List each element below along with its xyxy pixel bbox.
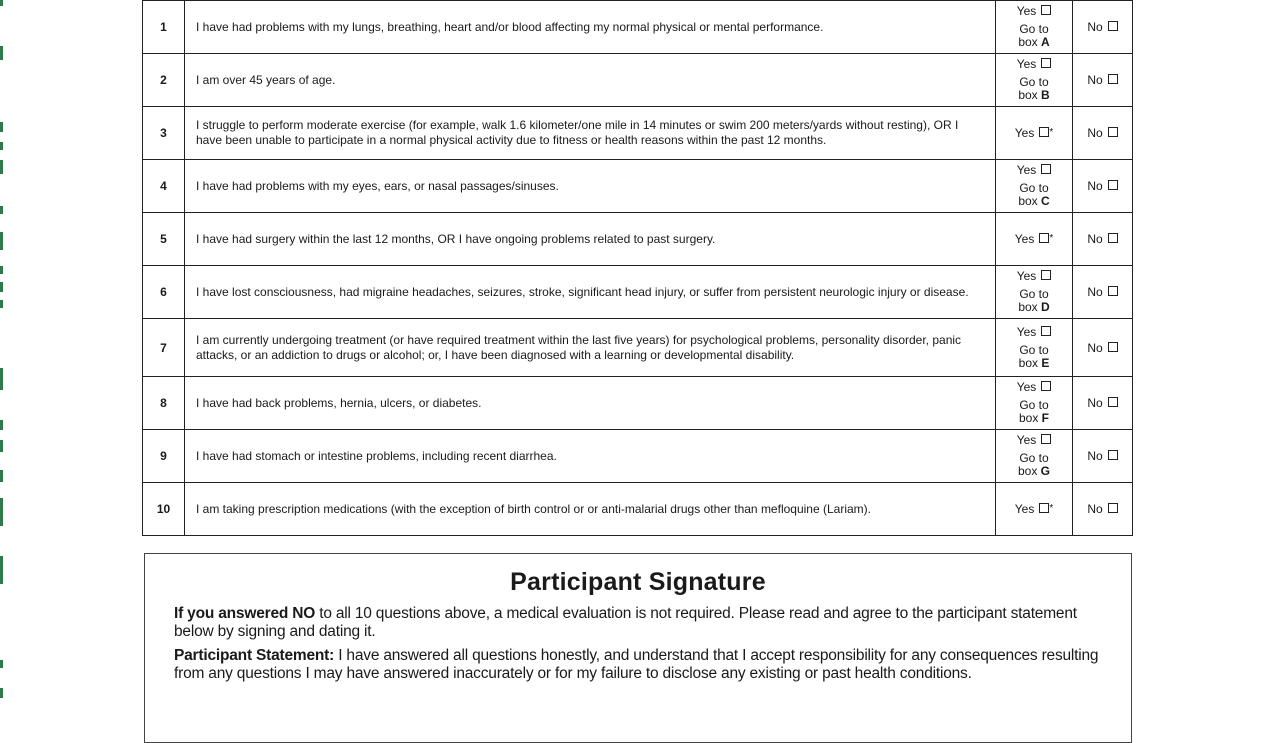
no-checkbox[interactable] (1108, 74, 1118, 84)
question-row (143, 160, 1133, 213)
question-row (143, 430, 1133, 483)
question-text: I have had back problems, hernia, ulcers, or diabetes. (185, 377, 996, 430)
question-row (143, 266, 1133, 319)
no-cell (1073, 213, 1133, 266)
no-label: No (1087, 502, 1103, 516)
yes-label: Yes (1016, 433, 1037, 447)
yes-checkbox[interactable] (1041, 5, 1051, 15)
asterisk-note: * (1049, 127, 1054, 138)
yes-option (996, 58, 1072, 71)
no-checkbox[interactable] (1108, 503, 1118, 513)
no-label: No (1087, 126, 1103, 140)
no-checkbox[interactable] (1108, 450, 1118, 460)
yes-cell (996, 1, 1073, 54)
goto-instruction (996, 399, 1072, 425)
no-checkbox[interactable] (1108, 233, 1118, 243)
no-cell (1073, 430, 1133, 483)
question-number: 8 (143, 377, 185, 430)
statement-text: I have answered all questions honestly, and understand that I accept responsibility for any consequences resulting from any questions I may have answered inaccurately or for my failure to disclose any existing or past health conditions. (174, 647, 1099, 682)
goto-label: Go to (1019, 287, 1049, 301)
no-cell (1073, 266, 1133, 319)
yes-checkbox[interactable] (1041, 434, 1051, 444)
yes-option (996, 381, 1072, 394)
no-checkbox[interactable] (1108, 397, 1118, 407)
yes-cell (996, 483, 1073, 536)
question-text: I have had stomach or intestine problems, including recent diarrhea. (185, 430, 996, 483)
goto-label: Go to (1019, 451, 1049, 465)
no-checkbox[interactable] (1108, 180, 1118, 190)
yes-option (996, 270, 1072, 283)
yes-label: Yes (1016, 380, 1037, 394)
no-cell (1073, 107, 1133, 160)
question-number: 5 (143, 213, 185, 266)
yes-label: Yes (1016, 269, 1037, 283)
question-number: 4 (143, 160, 185, 213)
box-letter: C (1041, 194, 1050, 208)
goto-label: Go to (1019, 398, 1049, 412)
box-label: box (1018, 355, 1038, 370)
no-checkbox[interactable] (1108, 127, 1118, 137)
yes-label: Yes (1014, 232, 1035, 246)
yes-option (996, 326, 1072, 339)
question-row (143, 107, 1133, 160)
box-letter: B (1041, 88, 1050, 102)
yes-checkbox[interactable] (1041, 326, 1051, 336)
goto-instruction (996, 344, 1072, 370)
instruction-bold: If you answered NO (174, 605, 316, 622)
left-edge-scan-marks (0, 0, 4, 720)
yes-label: Yes (1014, 502, 1035, 516)
no-cell (1073, 377, 1133, 430)
yes-label: Yes (1014, 126, 1035, 140)
no-label: No (1087, 73, 1103, 87)
no-label: No (1087, 396, 1103, 410)
medical-questionnaire-table (142, 0, 1133, 536)
question-text: I have had problems with my lungs, breathing, heart and/or blood affecting my normal physical or mental performance. (185, 1, 996, 54)
question-number: 2 (143, 54, 185, 107)
no-label: No (1087, 179, 1103, 193)
box-label: box (1018, 300, 1038, 314)
box-label: box (1018, 88, 1038, 102)
question-text: I have had surgery within the last 12 months, OR I have ongoing problems related to past surgery. (185, 213, 996, 266)
goto-instruction (996, 288, 1072, 314)
question-number: 6 (143, 266, 185, 319)
yes-cell (996, 107, 1073, 160)
question-text: I have lost consciousness, had migraine headaches, seizures, stroke, significant head injury, or suffer from persistent neurologic injury or disease. (185, 266, 996, 319)
goto-instruction (996, 182, 1072, 208)
yes-checkbox[interactable] (1041, 164, 1051, 174)
question-row (143, 377, 1133, 430)
box-letter: G (1040, 464, 1051, 478)
no-cell (1073, 483, 1133, 536)
yes-label: Yes (1016, 57, 1037, 71)
yes-cell (996, 377, 1073, 430)
yes-checkbox[interactable] (1041, 58, 1051, 68)
yes-checkbox[interactable] (1039, 233, 1049, 243)
no-cell (1073, 1, 1133, 54)
yes-label: Yes (1016, 4, 1037, 18)
yes-label: Yes (1016, 163, 1037, 177)
yes-option (996, 5, 1072, 18)
yes-checkbox[interactable] (1041, 381, 1051, 391)
box-letter: D (1041, 300, 1050, 314)
signature-title: Participant Signature (510, 568, 766, 596)
yes-checkbox[interactable] (1039, 503, 1049, 513)
no-label: No (1087, 285, 1103, 299)
box-letter: A (1041, 35, 1050, 49)
no-label: No (1087, 232, 1103, 246)
yes-cell (996, 160, 1073, 213)
goto-instruction (996, 23, 1072, 49)
no-label: No (1087, 340, 1103, 355)
participant-statement (174, 647, 1109, 683)
no-checkbox[interactable] (1108, 21, 1118, 31)
instruction-text: to all 10 questions above, a medical evaluation is not required. Please read and agree to the participant statement below by signing and dating it. (174, 605, 1077, 640)
asterisk-note: * (1049, 503, 1054, 514)
yes-cell (996, 266, 1073, 319)
goto-label: Go to (1019, 181, 1049, 195)
no-cell (1073, 319, 1133, 377)
participant-signature-section (144, 553, 1132, 743)
question-text: I struggle to perform moderate exercise (for example, walk 1.6 kilometer/one mile in 14 minutes or swim 200 meters/yards without resting), OR I have been unable to participate in a normal physical activity due to fitness or health reasons within the past 12 months. (185, 107, 996, 160)
no-checkbox[interactable] (1108, 286, 1118, 296)
yes-cell (996, 430, 1073, 483)
question-row (143, 54, 1133, 107)
question-number: 7 (143, 319, 185, 377)
yes-label: Yes (1016, 324, 1037, 339)
goto-label: Go to (1019, 75, 1049, 89)
goto-label: Go to (1019, 342, 1049, 357)
goto-instruction (996, 76, 1072, 102)
no-checkbox[interactable] (1108, 342, 1118, 352)
question-row (143, 483, 1133, 536)
box-label: box (1018, 411, 1039, 425)
question-number: 1 (143, 1, 185, 54)
question-number: 9 (143, 430, 185, 483)
yes-option (996, 434, 1072, 447)
box-letter: E (1041, 355, 1050, 370)
no-answers-instruction (174, 605, 1109, 641)
statement-label: Participant Statement: (174, 647, 335, 664)
question-number: 10 (143, 483, 185, 536)
no-cell (1073, 160, 1133, 213)
no-label: No (1087, 20, 1103, 34)
question-text: I have had problems with my eyes, ears, or nasal passages/sinuses. (185, 160, 996, 213)
box-letter: F (1041, 411, 1050, 425)
question-text: I am currently undergoing treatment (or have required treatment within the last five years) for psychological problems, personality disorder, panic attacks, or an addiction to drugs or alcohol; or, I have been diagnosed with a learning or developmental disability. (185, 319, 996, 377)
question-number: 3 (143, 107, 185, 160)
yes-checkbox[interactable] (1039, 127, 1049, 137)
yes-cell (996, 54, 1073, 107)
box-label: box (1018, 194, 1038, 208)
goto-instruction (996, 452, 1072, 478)
question-text: I am over 45 years of age. (185, 54, 996, 107)
question-row (143, 1, 1133, 54)
question-text: I am taking prescription medications (with the exception of birth control or or anti-malarial drugs other than mefloquine (Lariam). (185, 483, 996, 536)
question-row (143, 213, 1133, 266)
yes-checkbox[interactable] (1041, 270, 1051, 280)
asterisk-note: * (1049, 233, 1054, 244)
yes-option (996, 164, 1072, 177)
yes-cell (996, 213, 1073, 266)
goto-label: Go to (1019, 22, 1049, 36)
yes-cell (996, 319, 1073, 377)
question-row (143, 319, 1133, 377)
box-label: box (1018, 35, 1038, 49)
no-label: No (1087, 449, 1103, 463)
box-label: box (1017, 464, 1038, 478)
no-cell (1073, 54, 1133, 107)
